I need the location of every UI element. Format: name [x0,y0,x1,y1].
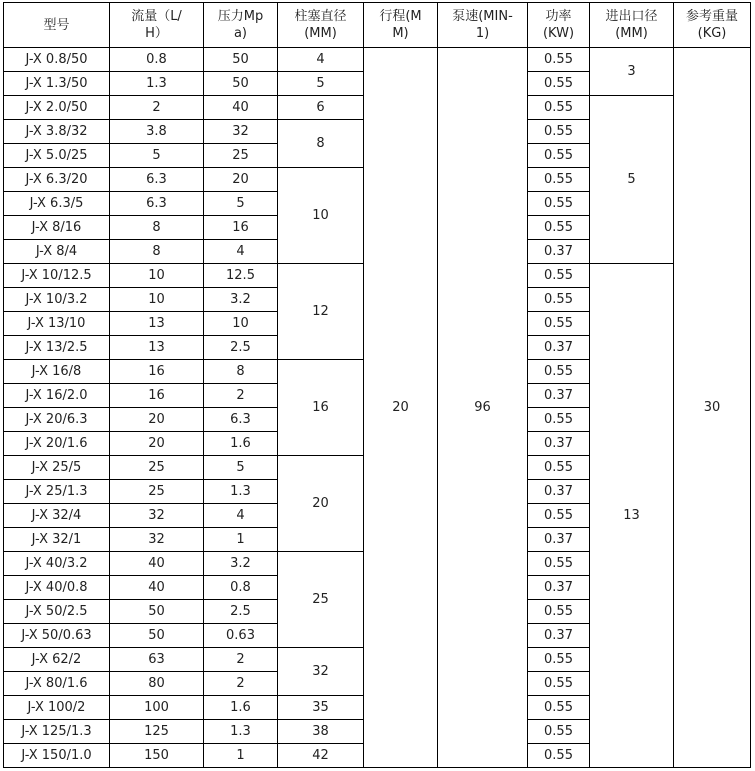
cell-flow: 50 [110,600,204,624]
cell-pressure: 4 [204,504,278,528]
cell-pressure: 1.3 [204,720,278,744]
header-speed [438,3,528,48]
cell-power: 0.55 [528,168,590,192]
cell-pressure: 0.8 [204,576,278,600]
cell-power: 0.37 [528,576,590,600]
cell-model: J-X 3.8/32 [4,120,110,144]
header-plunger-line1: 柱塞直径 [294,9,347,24]
cell-pressure: 8 [204,360,278,384]
cell-power: 0.37 [528,432,590,456]
cell-power: 0.55 [528,288,590,312]
cell-flow: 6.3 [110,168,204,192]
cell-port: 3 [590,48,674,96]
cell-power: 0.55 [528,96,590,120]
cell-flow: 6.3 [110,192,204,216]
cell-flow: 3.8 [110,120,204,144]
cell-pressure: 1 [204,744,278,768]
cell-flow: 8 [110,240,204,264]
cell-pressure: 10 [204,312,278,336]
cell-model: J-X 25/1.3 [4,480,110,504]
cell-pressure: 3.2 [204,552,278,576]
cell-model: J-X 16/2.0 [4,384,110,408]
cell-plunger: 6 [278,96,364,120]
cell-flow: 16 [110,384,204,408]
cell-flow: 32 [110,528,204,552]
cell-plunger: 38 [278,720,364,744]
cell-power: 0.55 [528,672,590,696]
cell-pressure: 2.5 [204,336,278,360]
cell-pressure: 1.6 [204,696,278,720]
cell-power: 0.55 [528,456,590,480]
cell-flow: 10 [110,264,204,288]
cell-pressure: 2 [204,672,278,696]
cell-flow: 13 [110,336,204,360]
cell-pressure: 1.6 [204,432,278,456]
cell-flow: 1.3 [110,72,204,96]
header-model-line1: 型号 [43,17,70,33]
cell-pressure: 2.5 [204,600,278,624]
cell-pressure: 20 [204,168,278,192]
cell-model: J-X 25/5 [4,456,110,480]
cell-flow: 16 [110,360,204,384]
pump-spec-table [3,2,751,768]
cell-power: 0.55 [528,360,590,384]
cell-flow: 125 [110,720,204,744]
cell-model: J-X 80/1.6 [4,672,110,696]
header-plunger [278,3,364,48]
header-port-line1: 进出口径 [605,9,658,24]
header-flow-line1: 流量（L/ [131,9,182,24]
cell-power: 0.55 [528,504,590,528]
cell-power: 0.55 [528,48,590,72]
header-pressure-line1: 压力Mp [217,9,264,24]
cell-model: J-X 10/12.5 [4,264,110,288]
cell-power: 0.55 [528,144,590,168]
cell-pressure: 32 [204,120,278,144]
cell-pressure: 12.5 [204,264,278,288]
cell-flow: 0.8 [110,48,204,72]
cell-port: 5 [590,96,674,264]
cell-pressure: 2 [204,384,278,408]
cell-model: J-X 6.3/20 [4,168,110,192]
header-model [4,3,110,48]
header-speed-line2: 1) [475,26,490,41]
cell-pressure: 25 [204,144,278,168]
cell-model: J-X 16/8 [4,360,110,384]
cell-model: J-X 5.0/25 [4,144,110,168]
cell-power: 0.55 [528,72,590,96]
cell-weight: 30 [674,48,751,768]
cell-power: 0.37 [528,384,590,408]
cell-model: J-X 125/1.3 [4,720,110,744]
cell-model: J-X 13/2.5 [4,336,110,360]
cell-flow: 5 [110,144,204,168]
cell-model: J-X 13/10 [4,312,110,336]
header-port [590,3,674,48]
header-stroke-line1: 行程(M [379,9,422,24]
cell-plunger: 20 [278,456,364,552]
cell-model: J-X 40/0.8 [4,576,110,600]
table-row [4,48,751,72]
cell-model: J-X 8/16 [4,216,110,240]
cell-flow: 8 [110,216,204,240]
cell-power: 0.55 [528,720,590,744]
cell-power: 0.55 [528,648,590,672]
cell-flow: 80 [110,672,204,696]
cell-stroke: 20 [364,48,438,768]
cell-pressure: 5 [204,456,278,480]
cell-plunger: 42 [278,744,364,768]
cell-flow: 150 [110,744,204,768]
cell-power: 0.55 [528,216,590,240]
cell-model: J-X 62/2 [4,648,110,672]
cell-flow: 100 [110,696,204,720]
cell-power: 0.55 [528,600,590,624]
cell-port: 13 [590,264,674,768]
cell-flow: 20 [110,408,204,432]
cell-pressure: 50 [204,48,278,72]
header-pressure [204,3,278,48]
cell-pressure: 6.3 [204,408,278,432]
cell-model: J-X 2.0/50 [4,96,110,120]
header-weight-line2: (KG) [697,26,727,41]
cell-power: 0.55 [528,744,590,768]
table-header-row [4,3,751,48]
cell-flow: 25 [110,456,204,480]
header-power-line1: 功率 [545,9,572,24]
cell-plunger: 16 [278,360,364,456]
cell-plunger: 25 [278,552,364,648]
cell-pressure: 4 [204,240,278,264]
cell-power: 0.55 [528,192,590,216]
cell-power: 0.37 [528,528,590,552]
cell-pressure: 50 [204,72,278,96]
header-weight [674,3,751,48]
cell-pressure: 3.2 [204,288,278,312]
header-pressure-line2: a) [233,26,248,41]
cell-flow: 20 [110,432,204,456]
cell-flow: 32 [110,504,204,528]
header-power-line2: (KW) [542,26,575,41]
cell-power: 0.37 [528,240,590,264]
cell-flow: 25 [110,480,204,504]
header-power [528,3,590,48]
cell-plunger: 5 [278,72,364,96]
cell-power: 0.55 [528,120,590,144]
cell-model: J-X 0.8/50 [4,48,110,72]
cell-power: 0.55 [528,552,590,576]
cell-plunger: 8 [278,120,364,168]
cell-model: J-X 100/2 [4,696,110,720]
cell-pressure: 5 [204,192,278,216]
cell-model: J-X 6.3/5 [4,192,110,216]
cell-model: J-X 1.3/50 [4,72,110,96]
header-weight-line1: 参考重量 [685,9,738,24]
cell-flow: 2 [110,96,204,120]
cell-plunger: 4 [278,48,364,72]
cell-model: J-X 32/1 [4,528,110,552]
cell-power: 0.55 [528,408,590,432]
cell-model: J-X 20/1.6 [4,432,110,456]
header-stroke-line2: M) [392,26,409,41]
cell-pressure: 0.63 [204,624,278,648]
cell-pressure: 2 [204,648,278,672]
header-speed-line1: 泵速(MIN- [452,9,513,24]
cell-flow: 50 [110,624,204,648]
cell-power: 0.37 [528,480,590,504]
cell-model: J-X 40/3.2 [4,552,110,576]
header-plunger-line2: (MM) [304,26,337,41]
cell-model: J-X 32/4 [4,504,110,528]
cell-model: J-X 50/0.63 [4,624,110,648]
cell-plunger: 10 [278,168,364,264]
cell-model: J-X 50/2.5 [4,600,110,624]
cell-flow: 63 [110,648,204,672]
cell-power: 0.37 [528,336,590,360]
cell-plunger: 32 [278,648,364,696]
header-flow-line2: H） [145,26,168,41]
cell-pressure: 16 [204,216,278,240]
cell-flow: 40 [110,576,204,600]
cell-flow: 10 [110,288,204,312]
header-flow [110,3,204,48]
header-stroke [364,3,438,48]
cell-model: J-X 8/4 [4,240,110,264]
header-port-line2: (MM) [615,26,648,41]
cell-power: 0.37 [528,624,590,648]
cell-pressure: 40 [204,96,278,120]
cell-model: J-X 10/3.2 [4,288,110,312]
cell-flow: 13 [110,312,204,336]
cell-plunger: 12 [278,264,364,360]
cell-model: J-X 20/6.3 [4,408,110,432]
cell-flow: 40 [110,552,204,576]
cell-speed: 96 [438,48,528,768]
cell-power: 0.55 [528,312,590,336]
cell-plunger: 35 [278,696,364,720]
cell-power: 0.55 [528,696,590,720]
cell-power: 0.55 [528,264,590,288]
cell-pressure: 1.3 [204,480,278,504]
cell-model: J-X 150/1.0 [4,744,110,768]
cell-pressure: 1 [204,528,278,552]
table-body [4,48,751,768]
